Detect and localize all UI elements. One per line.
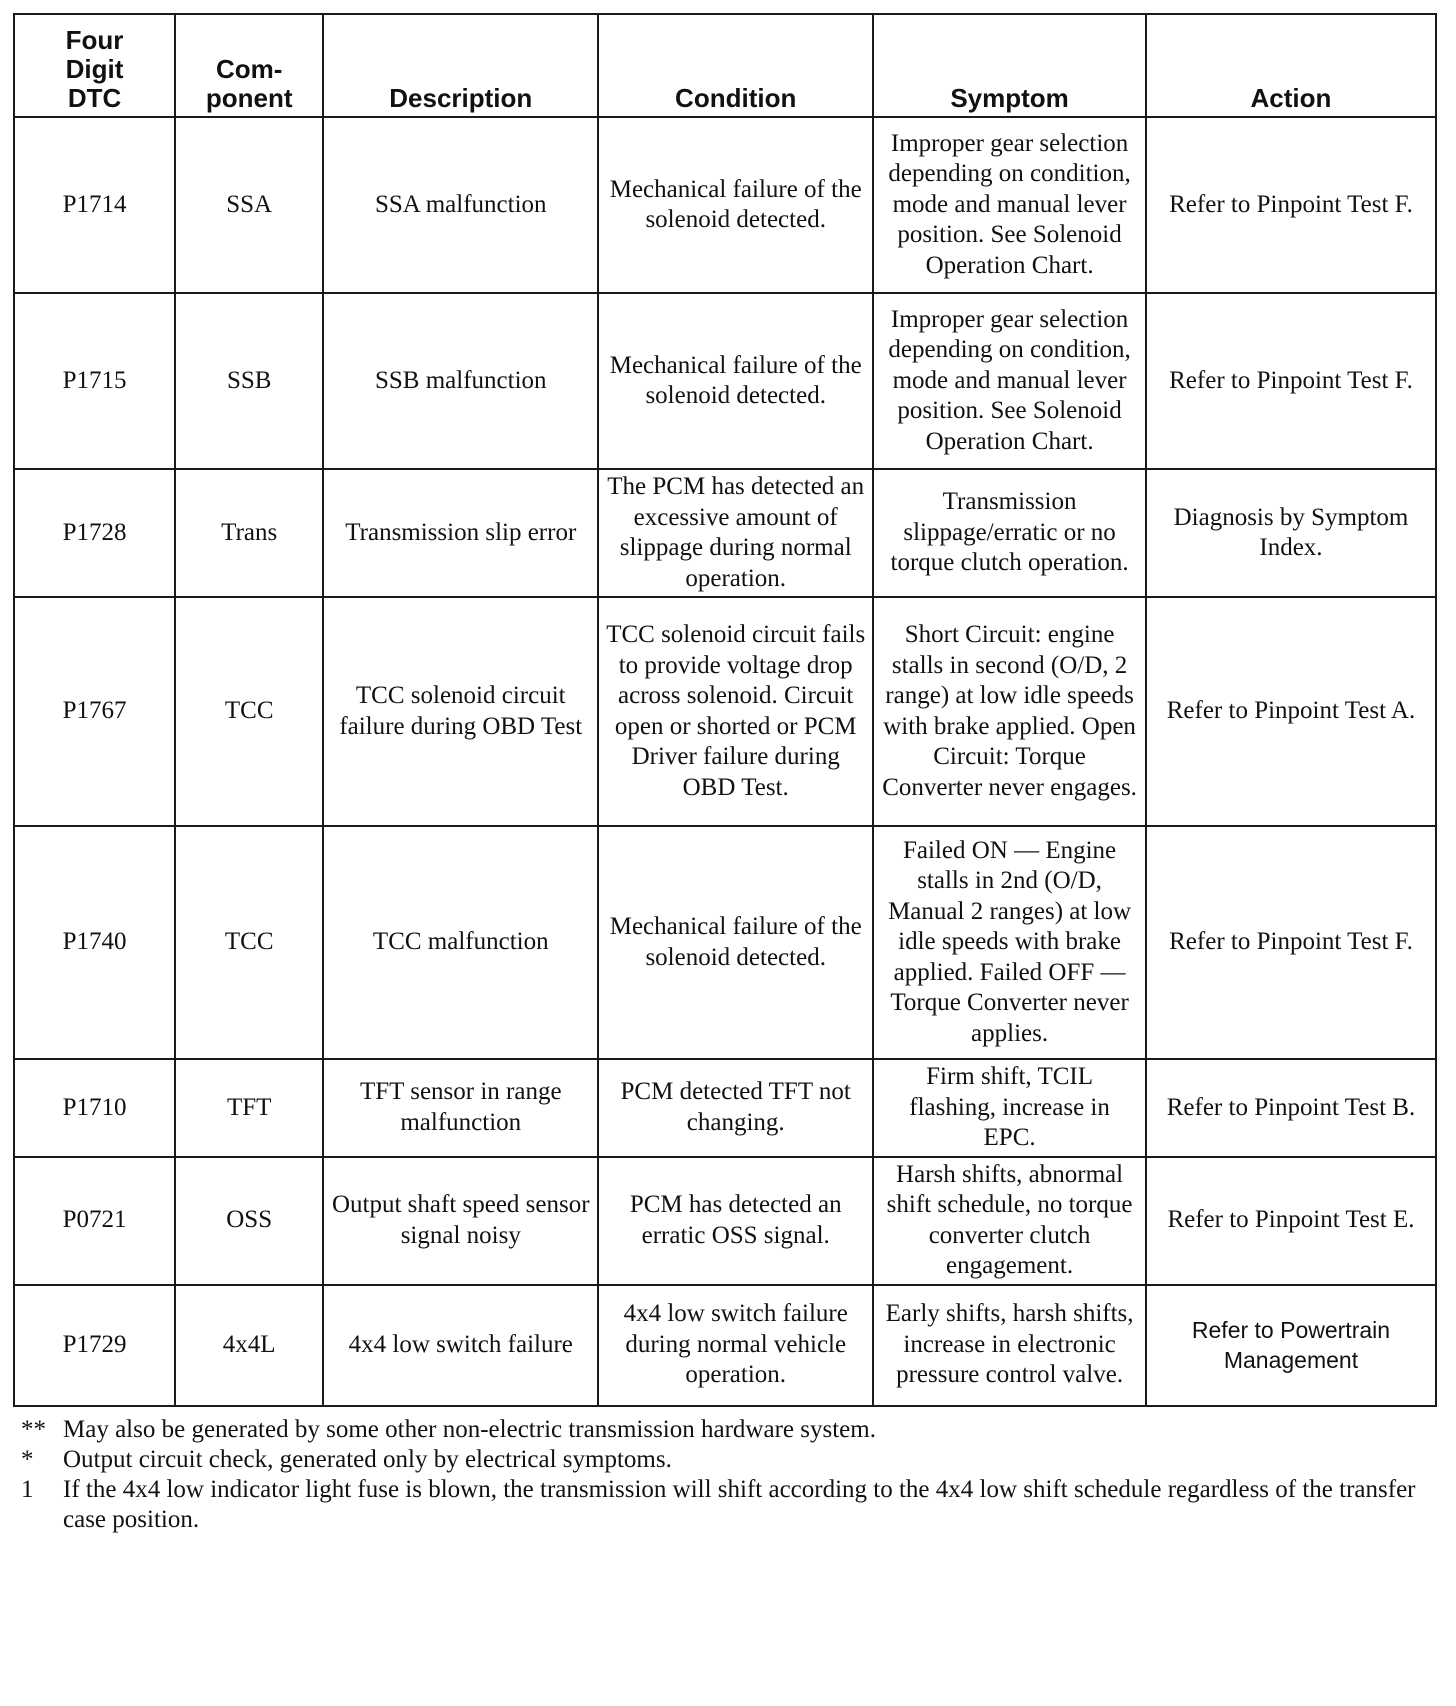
cell-action: Refer to Pinpoint Test F. [1146, 826, 1436, 1059]
cell-description: SSA malfunction [323, 117, 598, 293]
cell-condition: 4x4 low switch failure during normal vehicle operation. [598, 1285, 873, 1406]
cell-symptom: Transmission slippage/erratic or no torque clutch operation. [873, 469, 1146, 597]
cell-dtc: P1740 [14, 826, 175, 1059]
footnote-mark: ** [21, 1415, 46, 1443]
table-row [14, 1157, 1436, 1285]
cell-dtc: P1714 [14, 117, 175, 293]
cell-symptom: Early shifts, harsh shifts, increase in electronic pressure control valve. [873, 1285, 1146, 1406]
cell-condition: Mechanical failure of the solenoid detected. [598, 117, 873, 293]
footnotes [13, 1415, 1437, 1535]
footnote-text: If the 4x4 low indicator light fuse is blown, the transmission will shift according to the 4x4 low shift schedule regardless of the transfer case position. [63, 1475, 1416, 1533]
cell-dtc: P1715 [14, 293, 175, 469]
cell-action: Refer to Pinpoint Test E. [1146, 1157, 1436, 1285]
cell-action: Refer to Pinpoint Test F. [1146, 293, 1436, 469]
cell-description: Output shaft speed sensor signal noisy [323, 1157, 598, 1285]
table-row [14, 469, 1436, 597]
footnote-mark: * [21, 1445, 34, 1473]
header-component: Com- ponent [175, 14, 323, 117]
header-condition: Condition [598, 14, 873, 117]
cell-component: TCC [175, 597, 323, 826]
cell-component: TCC [175, 826, 323, 1059]
cell-component: TFT [175, 1059, 323, 1157]
cell-action: Diagnosis by Symptom Index. [1146, 469, 1436, 597]
cell-dtc: P1728 [14, 469, 175, 597]
cell-condition: The PCM has detected an excessive amount of slippage during normal operation. [598, 469, 873, 597]
cell-condition: Mechanical failure of the solenoid detected. [598, 293, 873, 469]
cell-symptom: Harsh shifts, abnormal shift schedule, no torque converter clutch engagement. [873, 1157, 1146, 1285]
cell-symptom: Short Circuit: engine stalls in second (O/D, 2 range) at low idle speeds with brake applied. Open Circuit: Torque Converter never engages. [873, 597, 1146, 826]
dtc-document [13, 13, 1437, 1535]
table-row [14, 117, 1436, 293]
footnote-text: Output circuit check, generated only by electrical symptoms. [63, 1445, 672, 1473]
header-action: Action [1146, 14, 1436, 117]
cell-description: Transmission slip error [323, 469, 598, 597]
footnote [13, 1475, 1437, 1535]
cell-action: Refer to Pinpoint Test A. [1146, 597, 1436, 826]
cell-description: TCC solenoid circuit failure during OBD Test [323, 597, 598, 826]
table-row [14, 826, 1436, 1059]
cell-symptom: Improper gear selection depending on condition, mode and manual lever position. See Solenoid Operation Chart. [873, 293, 1146, 469]
cell-component: Trans [175, 469, 323, 597]
cell-condition: PCM detected TFT not changing. [598, 1059, 873, 1157]
footnote [13, 1445, 1437, 1475]
cell-symptom: Firm shift, TCIL flashing, increase in EPC. [873, 1059, 1146, 1157]
cell-description: TCC malfunction [323, 826, 598, 1059]
table-row [14, 597, 1436, 826]
cell-symptom: Failed ON — Engine stalls in 2nd (O/D, Manual 2 ranges) at low idle speeds with brake applied. Failed OFF — Torque Converter never applies. [873, 826, 1146, 1059]
cell-component: 4x4L [175, 1285, 323, 1406]
header-symptom: Symptom [873, 14, 1146, 117]
cell-component: SSA [175, 117, 323, 293]
cell-description: 4x4 low switch failure [323, 1285, 598, 1406]
cell-symptom: Improper gear selection depending on condition, mode and manual lever position. See Solenoid Operation Chart. [873, 117, 1146, 293]
header-dtc: Four Digit DTC [14, 14, 175, 117]
cell-condition: PCM has detected an erratic OSS signal. [598, 1157, 873, 1285]
header-description: Description [323, 14, 598, 117]
footnote-text: May also be generated by some other non-electric transmission hardware system. [63, 1415, 876, 1443]
cell-description: TFT sensor in range malfunction [323, 1059, 598, 1157]
cell-dtc: P1767 [14, 597, 175, 826]
table-row [14, 293, 1436, 469]
cell-dtc: P1710 [14, 1059, 175, 1157]
cell-condition: Mechanical failure of the solenoid detected. [598, 826, 873, 1059]
dtc-table [13, 13, 1437, 1407]
cell-component: SSB [175, 293, 323, 469]
cell-action: Refer to Pinpoint Test F. [1146, 117, 1436, 293]
table-row [14, 1285, 1436, 1406]
cell-component: OSS [175, 1157, 323, 1285]
footnote-mark: 1 [21, 1475, 34, 1503]
cell-dtc: P1729 [14, 1285, 175, 1406]
cell-condition: TCC solenoid circuit fails to provide voltage drop across solenoid. Circuit open or shorted or PCM Driver failure during OBD Test. [598, 597, 873, 826]
cell-action: Refer to Pinpoint Test B. [1146, 1059, 1436, 1157]
cell-action: Refer to Powertrain Management [1146, 1285, 1436, 1406]
table-row [14, 1059, 1436, 1157]
table-header-row [14, 14, 1436, 117]
footnote [13, 1415, 1437, 1445]
cell-dtc: P0721 [14, 1157, 175, 1285]
cell-description: SSB malfunction [323, 293, 598, 469]
